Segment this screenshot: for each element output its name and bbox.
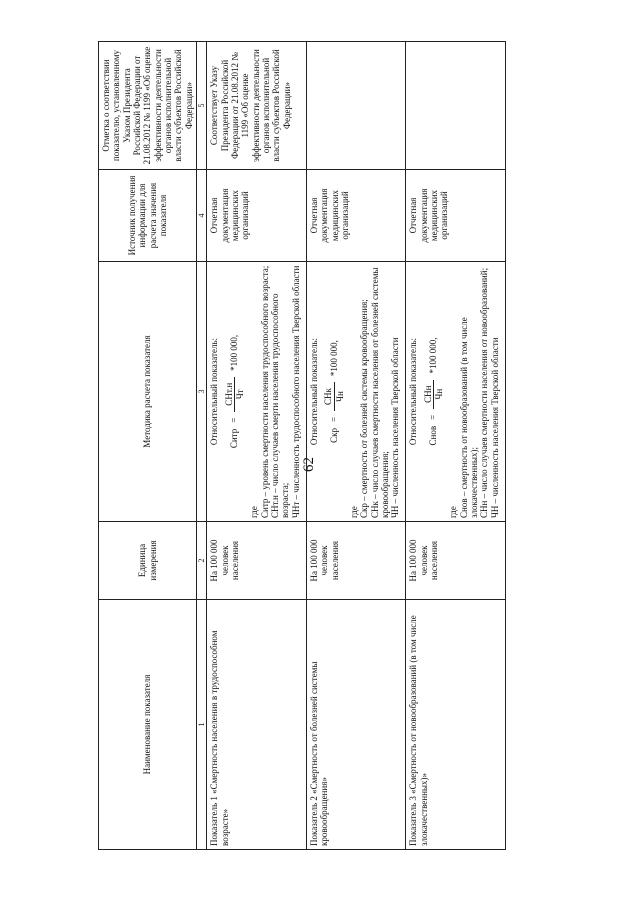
formula-eq: = — [428, 414, 439, 420]
index-cell: 2 — [197, 522, 207, 600]
header-row — [99, 42, 197, 850]
indicator-note — [306, 42, 406, 170]
indicator-unit: На 100 000 человек населения — [207, 522, 307, 600]
formula-fraction — [323, 382, 345, 411]
indicator-note — [406, 42, 506, 170]
page-number: 62 — [301, 457, 317, 472]
method-title: Относительный показатель: — [308, 337, 319, 446]
table-row — [207, 42, 307, 850]
formula-numerator: СНн — [423, 380, 434, 409]
method-title: Относительный показатель: — [209, 337, 220, 446]
definition: Скр – смертность от болезней системы кровообращения; — [359, 299, 370, 518]
index-cell: 5 — [197, 42, 207, 170]
definition: СНт.н – число случаев смерти населения трудоспособного возраста; — [270, 293, 291, 518]
where-label: где — [348, 506, 359, 518]
formula-denominator: Чн — [434, 388, 445, 400]
index-row — [197, 42, 207, 850]
indicator-source: Отчетная документация медицинских организаций — [406, 170, 506, 262]
definition: Ситр – уровень смертности населения трудоспособного возраста; — [259, 265, 270, 518]
formula-multiplier: *100 000, — [229, 334, 240, 371]
definition: СНн – число случаев смертности населения от новообразований; — [479, 267, 490, 518]
definition: ЧН – численность населения Тверской области — [390, 337, 401, 518]
formula-denominator: Чн — [334, 391, 345, 402]
indicator-method — [406, 262, 506, 522]
indicator-method — [306, 262, 406, 522]
formula-fraction — [423, 380, 445, 409]
formula-lhs: Ситр — [229, 428, 240, 449]
definition: Снов – смертность от новообразований (в том числе злокачественных); — [458, 317, 480, 518]
formula-lhs: Снов — [428, 425, 439, 446]
formula-eq: = — [229, 417, 240, 423]
where-label: где — [448, 506, 459, 518]
definition: СНк – число случаев смертности населения от болезней системы кровообращения; — [369, 267, 390, 518]
formula-numerator: СНт.н — [224, 377, 235, 412]
table-row — [306, 42, 406, 850]
formula-fraction — [224, 377, 246, 412]
indicator-name: Показатель 3 «Смертность от новообразований (в том числе злокачественных)» — [406, 600, 506, 850]
formula-multiplier: *100 000, — [328, 340, 339, 377]
indicator-note: Соответствует Указу Президента Российской Федерации от 21.08.2012 № 1199 «Об оценке эффективности деятельности органов исполнительной власти субъектов Российской Федерации» — [207, 42, 307, 170]
definition: ЧН – численность населения Тверской области — [489, 337, 500, 518]
where-label: где — [249, 506, 260, 518]
indicator-unit: На 100 000 человек населения — [406, 522, 506, 600]
indicator-name: Показатель 2 «Смертность от болезней системы кровообращения» — [306, 600, 406, 850]
formula — [323, 265, 345, 518]
header-method: Методика расчета показателя — [99, 262, 197, 522]
formula-multiplier: *100 000, — [428, 337, 439, 374]
indicator-method — [207, 262, 307, 522]
method-title: Относительный показатель: — [408, 337, 419, 446]
indicator-unit: На 100 000 человек населения — [306, 522, 406, 600]
indicator-table — [98, 41, 506, 850]
formula — [224, 265, 246, 518]
formula-eq: = — [328, 416, 339, 423]
definition: ЧНт – численность трудоспособного населения Тверской области — [290, 265, 301, 518]
indicator-source: Отчетная документация медицинских организаций — [306, 170, 406, 262]
header-name: Наименование показателя — [99, 600, 197, 850]
formula-denominator: Чт — [234, 389, 245, 400]
index-cell: 4 — [197, 170, 207, 262]
table-row — [406, 42, 506, 850]
formula-numerator: СНк — [323, 382, 334, 411]
header-note: Отметка о соответствии показателю, установленному Указом Президента Российской Федерации от 21.08.2012 № 1199 «Об оценке эффективности деятельности органов исполнительной власти субъектов Российской Федерации» — [99, 42, 197, 170]
formula-lhs: Скр — [328, 428, 339, 443]
index-cell: 3 — [197, 262, 207, 522]
indicator-name: Показатель 1 «Смертность населения в трудоспособном возрасте» — [207, 600, 307, 850]
indicator-table-container — [98, 42, 506, 850]
header-source: Источник получения информации для расчета значения показателя — [99, 170, 197, 262]
formula — [423, 265, 445, 518]
header-unit: Единица измерения — [99, 522, 197, 600]
index-cell: 1 — [197, 600, 207, 850]
indicator-source: Отчетная документация медицинских организаций — [207, 170, 307, 262]
